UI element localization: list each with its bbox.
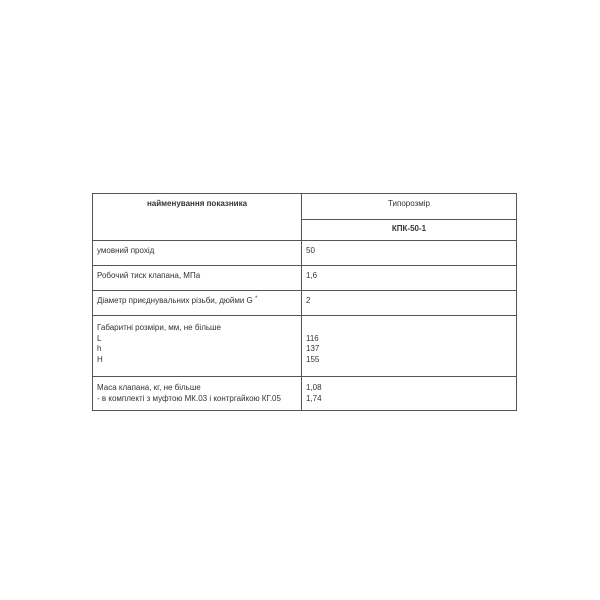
spec-table bbox=[92, 193, 517, 411]
mass-value: 1,08 bbox=[306, 383, 322, 392]
table-row bbox=[93, 316, 517, 377]
nominal-bore-label: умовний прохід bbox=[97, 246, 155, 255]
row-label-mass bbox=[93, 377, 302, 411]
row-label-thread bbox=[93, 291, 302, 316]
header-size-type bbox=[302, 194, 517, 220]
thread-value: 2 bbox=[306, 296, 311, 305]
mass-label: Маса клапана, кг, не більше bbox=[97, 383, 201, 392]
row-label-dimensions bbox=[93, 316, 302, 377]
row-value-nominal-bore bbox=[302, 241, 517, 266]
row-label-pressure bbox=[93, 266, 302, 291]
header-parameter-name-text: найменування показника bbox=[146, 199, 248, 208]
table-row bbox=[93, 266, 517, 291]
mass-sub-label: - в комплекті з муфтою МК.03 і контргайкою КГ.05 bbox=[97, 393, 281, 403]
thread-label: Діаметр приєднувальних різьби, дюйми G bbox=[97, 296, 253, 305]
header-row bbox=[93, 194, 517, 220]
nominal-bore-value: 50 bbox=[306, 246, 315, 255]
row-label-nominal-bore bbox=[93, 241, 302, 266]
table-row bbox=[93, 241, 517, 266]
row-value-mass bbox=[302, 377, 517, 411]
dimension-h-small-value: 137 bbox=[306, 344, 320, 353]
pressure-label: Робочий тиск клапана, МПа bbox=[97, 271, 201, 280]
dimension-h-small-label: h bbox=[97, 344, 102, 353]
thread-footnote-mark: * bbox=[254, 296, 258, 302]
row-value-dimensions bbox=[302, 316, 517, 377]
header-model-text: КПК-50-1 bbox=[391, 223, 427, 233]
dimension-h-big-label: H bbox=[97, 354, 103, 364]
dimension-l-label: L bbox=[97, 333, 102, 343]
table-row bbox=[93, 377, 517, 411]
header-size-type-text: Типорозмір bbox=[388, 199, 430, 208]
mass-sub-value: 1,74 bbox=[306, 393, 322, 403]
header-model bbox=[302, 219, 517, 240]
dimension-h-big-value: 155 bbox=[306, 354, 320, 364]
dimension-l-value: 116 bbox=[306, 333, 319, 343]
dimensions-label: Габаритні розміри, мм, не більше bbox=[97, 323, 221, 332]
row-value-pressure bbox=[302, 266, 517, 291]
header-parameter-name bbox=[93, 194, 302, 241]
table-row bbox=[93, 291, 517, 316]
dimensions-spacer bbox=[306, 323, 512, 334]
row-value-thread bbox=[302, 291, 517, 316]
pressure-value: 1,6 bbox=[306, 271, 318, 280]
